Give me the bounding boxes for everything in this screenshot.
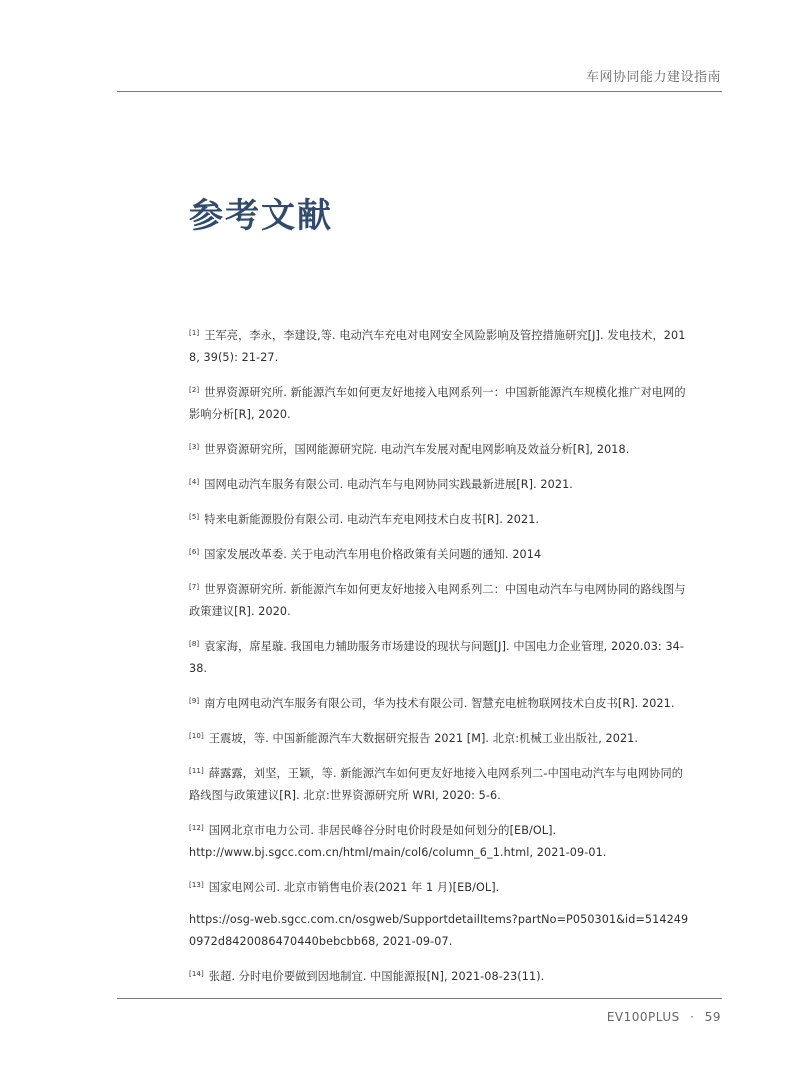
page-footer [607, 1010, 721, 1024]
reference-text: 王震坡，等. 中国新能源汽车大数据研究报告 2021 [M]. 北京:机械工业出版社, 2021. [208, 732, 639, 745]
page-number: 59 [704, 1010, 721, 1024]
footer-brand: EV100PLUS [606, 1010, 680, 1024]
reference-item [189, 760, 689, 807]
reference-text: 国家发展改革委. 关于电动汽车用电价格政策有关问题的通知. 2014 [204, 548, 542, 561]
reference-text: 世界资源研究所，国网能源研究院. 电动汽车发展对配电网影响及效益分析[R], 2018. [204, 443, 630, 456]
reference-list [189, 322, 689, 998]
reference-item [189, 576, 689, 623]
header-divider [117, 91, 722, 92]
reference-item [189, 817, 689, 864]
reference-text: 国网北京市电力公司. 非居民峰谷分时电价时段是如何划分的[EB/OL]. [208, 824, 557, 837]
reference-item [189, 690, 689, 715]
reference-item [189, 471, 689, 496]
reference-number: [7] [189, 583, 200, 591]
reference-item [189, 506, 689, 531]
reference-text: 王军亮，李永，李建设,等. 电动汽车充电对电网安全风险影响及管控措施研究[J]. 发电技术，2018, 39(5): 21-27. [189, 329, 686, 364]
reference-url: http://www.bj.sgcc.com.cn/html/main/col6/column_6_1.html, 2021-09-01. [189, 846, 607, 859]
reference-number: [12] [189, 824, 204, 832]
reference-number: [14] [189, 970, 204, 978]
reference-number: [4] [189, 478, 200, 486]
running-header-title: 车网协同能力建设指南 [585, 70, 721, 85]
page-title: 参考文献 [189, 196, 333, 236]
reference-item [189, 541, 689, 566]
reference-item [189, 963, 689, 988]
reference-url: https://osg-web.sgcc.com.cn/osgweb/SupportdetailItems?partNo=P050301&id=5142490972d8420086470440bebcbb68, 2021-09-07. [189, 913, 689, 948]
reference-item [189, 874, 689, 899]
reference-number: [13] [189, 881, 204, 889]
reference-number: [10] [189, 732, 204, 740]
reference-item [189, 909, 689, 953]
reference-number: [11] [189, 767, 204, 775]
reference-text: 国家电网公司. 北京市销售电价表(2021 年 1 月)[EB/OL]. [208, 881, 500, 894]
reference-number: [3] [189, 443, 200, 451]
reference-number: [2] [189, 386, 200, 394]
footer-divider [117, 998, 722, 999]
reference-item [189, 322, 689, 369]
reference-text: 特来电新能源股份有限公司. 电动汽车充电网技术白皮书[R]. 2021. [204, 513, 540, 526]
reference-number: [1] [189, 329, 200, 337]
reference-text: 世界资源研究所. 新能源汽车如何更友好地接入电网系列二：中国电动汽车与电网协同的路线图与政策建议[R]. 2020. [189, 583, 686, 618]
reference-number: [5] [189, 513, 200, 521]
reference-text: 国网电动汽车服务有限公司. 电动汽车与电网协同实践最新进展[R]. 2021. [204, 478, 573, 491]
reference-number: [8] [189, 640, 200, 648]
footer-separator: · [690, 1010, 695, 1024]
reference-text: 薛露露，刘坚，王颖，等. 新能源汽车如何更友好地接入电网系列二-中国电动汽车与电网协同的路线图与政策建议[R]. 北京:世界资源研究所 WRI, 2020: 5-6. [189, 767, 684, 802]
reference-item [189, 725, 689, 750]
reference-text: 袁家海，席星璇. 我国电力辅助服务市场建设的现状与问题[J]. 中国电力企业管理, 2020.03: 34-38. [189, 640, 685, 675]
reference-item [189, 633, 689, 680]
reference-item [189, 436, 689, 461]
reference-item [189, 379, 689, 426]
reference-number: [6] [189, 548, 200, 556]
reference-text: 张超. 分时电价要做到因地制宜. 中国能源报[N], 2021-08-23(11). [208, 970, 545, 983]
reference-text: 南方电网电动汽车服务有限公司，华为技术有限公司. 智慧充电桩物联网技术白皮书[R]. 2021. [204, 697, 675, 710]
reference-text: 世界资源研究所. 新能源汽车如何更友好地接入电网系列一：中国新能源汽车规模化推广对电网的影响分析[R], 2020. [189, 386, 686, 421]
reference-number: [9] [189, 697, 200, 705]
